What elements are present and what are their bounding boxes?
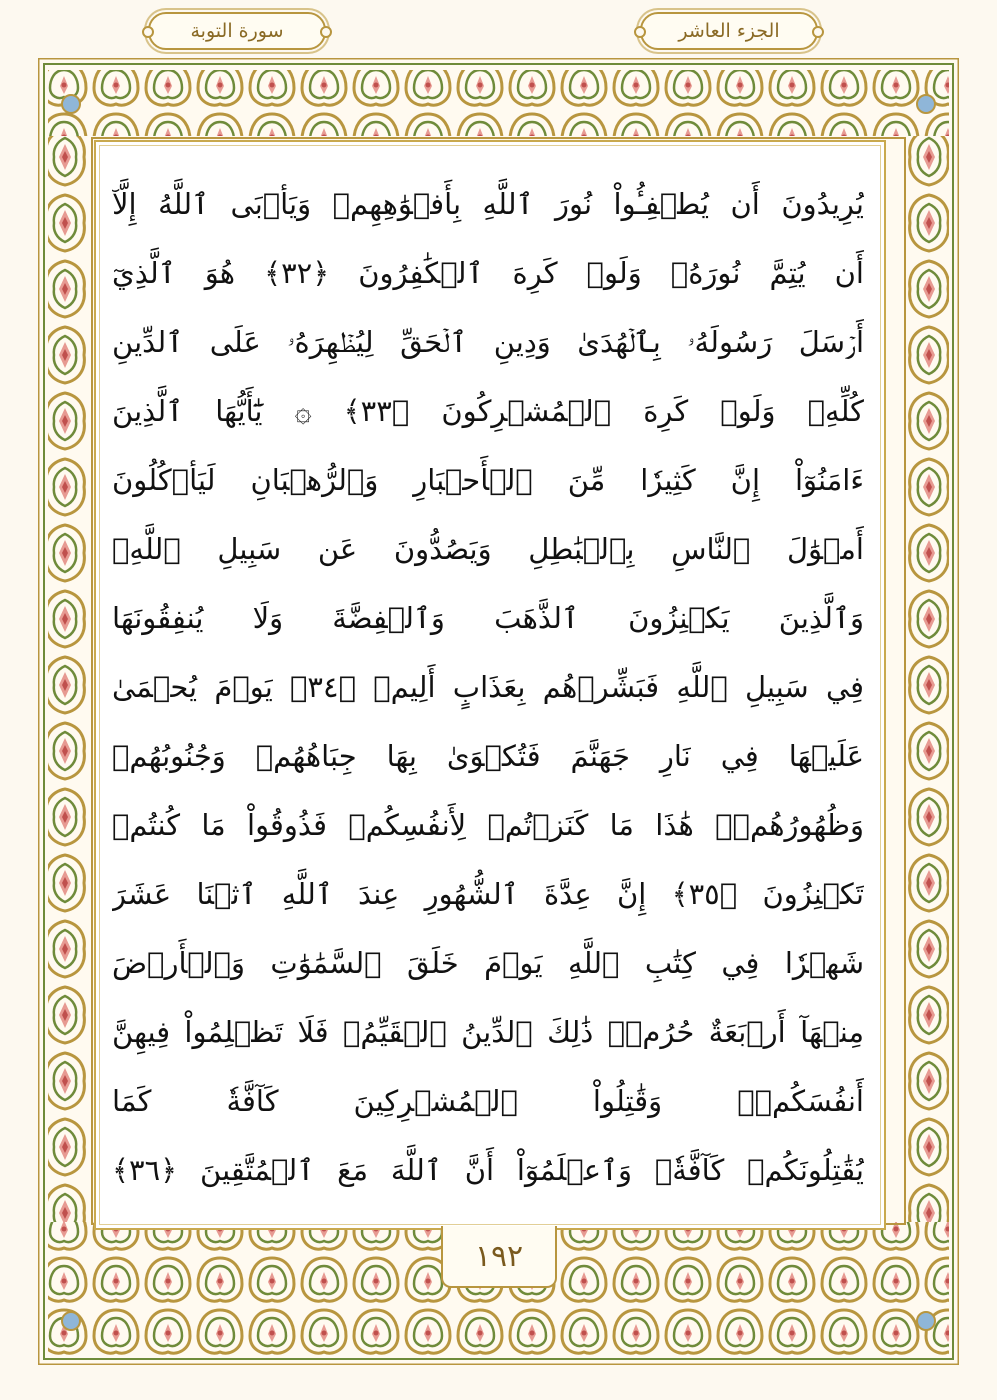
verse-line: عَلَيۡهَا فِي نَارِ جَهَنَّمَ فَتُكۡوَىٰ بِهَا جِبَاهُهُمۡ وَجُنُوبُهُمۡ <box>112 739 864 773</box>
verse-line: أَن يُتِمَّ نُورَهُۥ وَلَوۡ كَرِهَ ٱلۡكَٰفِرُونَ ﴿٣٢﴾ هُوَ ٱلَّذِيٓ <box>112 256 864 290</box>
verse-line: وَظُهُورُهُمۡۖ هَٰذَا مَا كَنَزۡتُمۡ لِأَنفُسِكُمۡ فَذُوقُواْ مَا كُنتُمۡ <box>112 808 864 842</box>
verse-line: كُلِّهِۦ وَلَوۡ كَرِهَ ٱلۡمُشۡرِكُونَ ﴿٣٣﴾ ۞ يَٰٓأَيُّهَا ٱلَّذِينَ <box>112 394 864 428</box>
surah-name-text: سورة التوبة <box>190 20 284 42</box>
verse-line: شَهۡرٗا فِي كِتَٰبِ ٱللَّهِ يَوۡمَ خَلَقَ ٱلسَّمَٰوَٰتِ وَٱلۡأَرۡضَ <box>112 946 864 980</box>
verse-line: أَنفُسَكُمۡۚ وَقَٰتِلُواْ ٱلۡمُشۡرِكِينَ كَآفَّةٗ كَمَا <box>112 1084 864 1118</box>
juz-name-text: الجزء العاشر <box>678 20 780 42</box>
verse-line: يُقَٰتِلُونَكُمۡ كَآفَّةٗۚ وَٱعۡلَمُوٓاْ أَنَّ ٱللَّهَ مَعَ ٱلۡمُتَّقِينَ ﴿٣٦﴾ <box>112 1153 864 1187</box>
verse-line: مِنۡهَآ أَرۡبَعَةٌ حُرُمٞۚ ذَٰلِكَ ٱلدِّينُ ٱلۡقَيِّمُۚ فَلَا تَظۡلِمُواْ فِيهِنَّ <box>112 1015 864 1049</box>
verse-lines <box>112 170 864 1205</box>
juz-name-label <box>640 12 818 50</box>
surah-name-label <box>148 12 326 50</box>
verse-line: أَمۡوَٰلَ ٱلنَّاسِ بِٱلۡبَٰطِلِ وَيَصُدُّونَ عَن سَبِيلِ ٱللَّهِۗ <box>112 532 864 566</box>
verse-line: يُرِيدُونَ أَن يُطۡفِـُٔواْ نُورَ ٱللَّهِ بِأَفۡوَٰهِهِمۡ وَيَأۡبَى ٱللَّهُ إِلَّآ <box>112 187 864 221</box>
page-number: ١٩٢ <box>474 1238 524 1274</box>
verse-line: تَكۡنِزُونَ ﴿٣٥﴾ إِنَّ عِدَّةَ ٱلشُّهُورِ عِندَ ٱللَّهِ ٱثۡنَا عَشَرَ <box>112 877 864 911</box>
verse-line: ءَامَنُوٓاْ إِنَّ كَثِيرٗا مِّنَ ٱلۡأَحۡبَارِ وَٱلرُّهۡبَانِ لَيَأۡكُلُونَ <box>112 463 864 497</box>
verse-line: أَرۡسَلَ رَسُولَهُۥ بِٱلۡهُدَىٰ وَدِينِ ٱلۡحَقِّ لِيُظۡهِرَهُۥ عَلَى ٱلدِّينِ <box>112 325 864 359</box>
verse-line: وَٱلَّذِينَ يَكۡنِزُونَ ٱلذَّهَبَ وَٱلۡفِضَّةَ وَلَا يُنفِقُونَهَا <box>112 601 864 635</box>
page-number-badge <box>441 1226 557 1288</box>
verse-line: فِي سَبِيلِ ٱللَّهِ فَبَشِّرۡهُم بِعَذَابٍ أَلِيمٖ ﴿٣٤﴾ يَوۡمَ يُحۡمَىٰ <box>112 670 864 704</box>
